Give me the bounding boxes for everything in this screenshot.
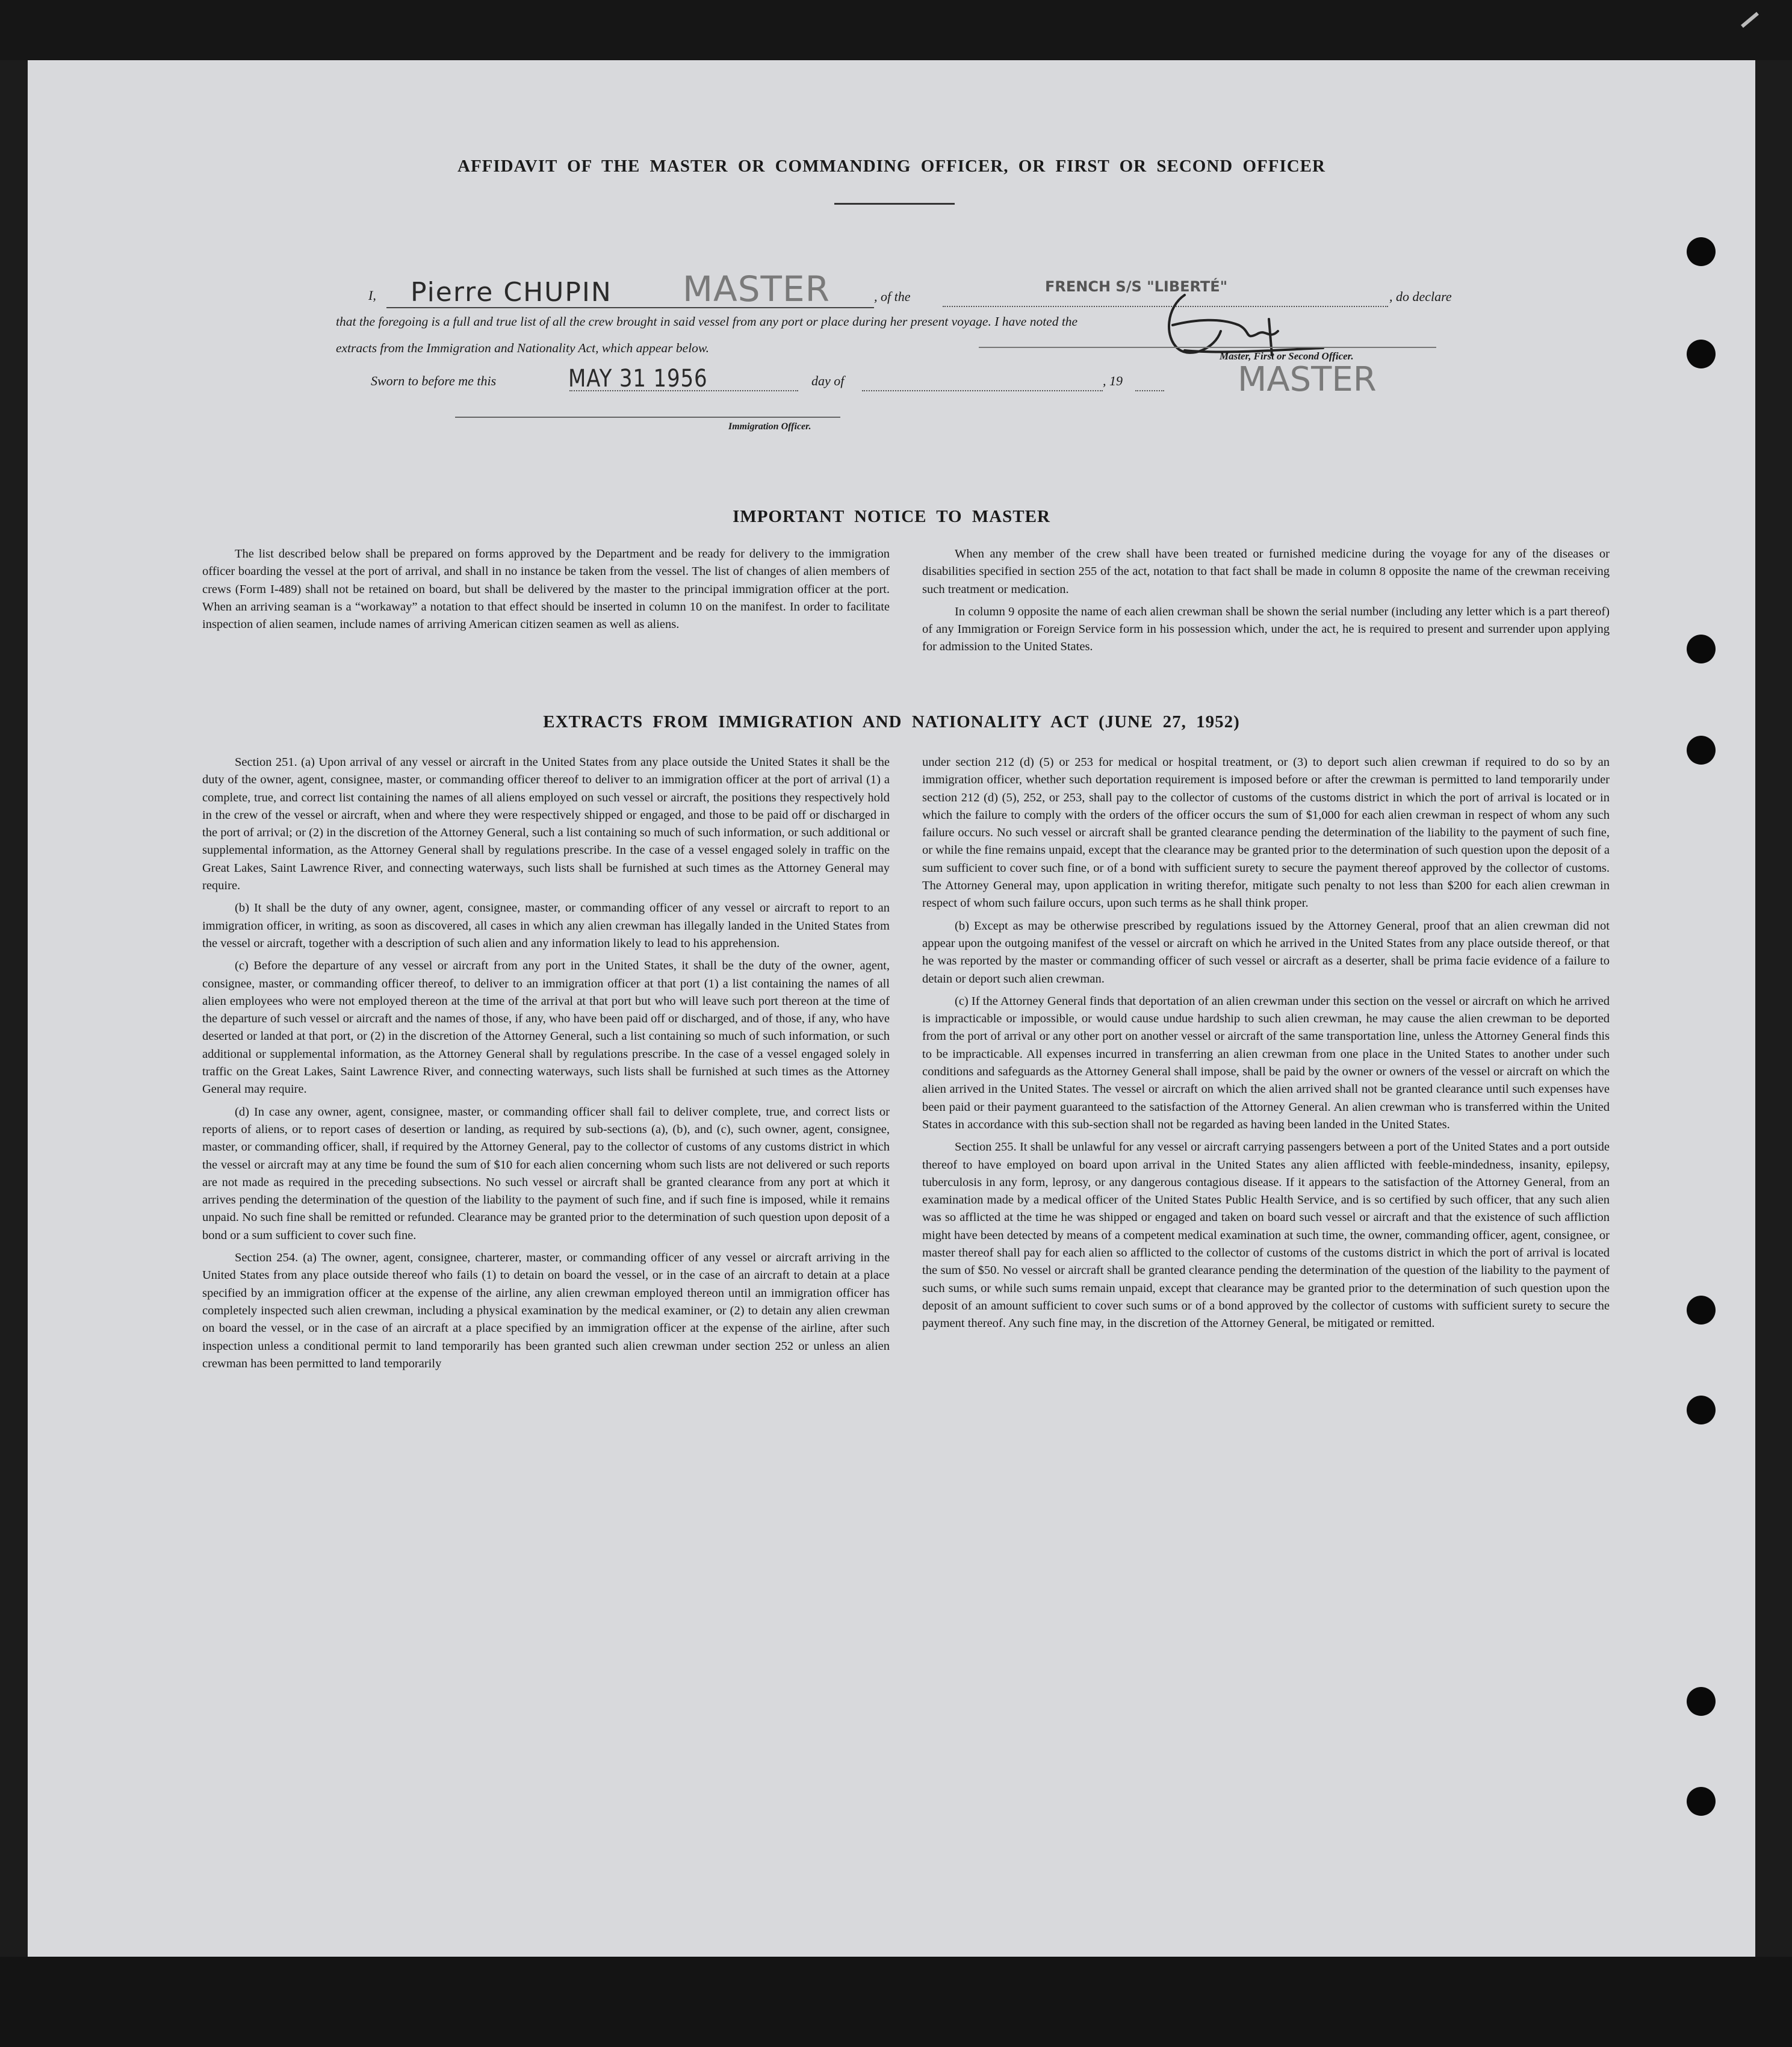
extracts-right-column [922, 754, 1610, 1338]
binder-hole [1687, 1787, 1716, 1816]
notice-right-column [922, 545, 1610, 661]
immigration-officer-line [455, 417, 840, 418]
signature-caption: Master, First or Second Officer. [1220, 350, 1354, 362]
scan-border-bottom [0, 1957, 1792, 2047]
declaration-line-2: extracts from the Immigration and Nationality Act, which appear below. [336, 341, 710, 355]
sworn-date-dotted-line [569, 390, 798, 391]
binder-hole [1687, 736, 1716, 765]
section-251-a: Section 251. (a) Upon arrival of any vessel or aircraft in the United States from any place outside the United States it shall be the duty of the owner, agent, consignee, master, or commanding officer thereof to deliver to an immigration officer at the port of arrival (1) a complete, true, and correct list containing the names of all aliens employed on such vessel or aircraft, the positions they respectively hold in the crew of the vessel or aircraft, when and where they were respectively shipped or engaged, and those to be paid off or discharged in the port of arrival; or (2) in the discretion of the Attorney General, such a list containing so much of such information, or such additional or supplemental information, as the Attorney General shall by regulations prescribe. In the case of a vessel engaged solely in traffic on the Great Lakes, Saint Lawrence River, and connecting waterways, such lists shall be furnished at such times as the Attorney General may require. [202, 756, 890, 893]
binder-hole [1687, 1687, 1716, 1716]
affidavit-title: AFFIDAVIT OF THE MASTER OR COMMANDING OFFICER, OR FIRST OR SECOND OFFICER [457, 157, 1325, 176]
section-255: Section 255. It shall be unlawful for any vessel or aircraft carrying passengers between a port of the United States and a port outside thereof to have employed on board upon arrival in the United States any alien afflicted with feeble-mindedness, insanity, epilepsy, tuberculosis in any form, leprosy, or any dangerous contagious disease. If it appears to the satisfaction of the Attorney General, from an examination made by a medical officer of the United States Public Health Service, and is so certified by such officer, that any such alien was so afflicted at the time he was shipped or engaged and taken on board such vessel or aircraft and that the existence of such affliction might have been detected by means of a competent medical examination at such time, the owner, commanding officer, agent, consignee, or master thereof shall pay for each alien so afflicted to the collector of customs of the customs district in which the port of arrival is located the sum of $50. No vessel or aircraft shall be granted clearance pending the determination of the question of the liability to the payment of such sums, or while such sums remain unpaid, except that clearance may be granted prior to the determination of such question upon the deposit of an amount sufficient to cover such sums or of a bond approved by the collector of customs with sufficient surety to secure the payment thereof. Any such fine may, in the discretion of the Attorney General, be mitigated or remitted. [922, 1140, 1610, 1331]
section-254-b: (b) Except as may be otherwise prescribed by regulations issued by the Attorney General, proof that an alien crewman did not appear upon the outgoing manifest of the vessel or aircraft on which he arrived in the United States from any place outside thereof, or that he was reported by the master or commanding officer of such vessel or aircraft as a deserter, shall be prima facie evidence of a failure to detain or deport such alien crewman. [922, 919, 1610, 986]
notice-left-paragraph: The list described below shall be prepared on forms approved by the Department and be ready for delivery to the immigration officer boarding the vessel at the port of arrival, and shall in no instance be taken from the vessel. The list of changes of alien members of crews (Form I-489) shall not be retained on board, but shall be delivered by the master to the principal immigration officer at the port. When an arriving seaman is a “workaway” a notation to that effect should be inserted in column 10 on the manifest. In order to facilitate inspection of alien seamen, include names of arriving American citizen seamen as well as aliens. [202, 547, 890, 632]
section-254-a-continued: under section 212 (d) (5) or 253 for medical or hospital treatment, or (3) to deport such alien crewman if required to do so by an immigration officer, whether such deportation requirement is imposed before or after the crewman is permitted to land temporarily under section 212 (d) (5), 252, or 253, shall pay to the collector of customs of the customs district in which the port of arrival is located or in which the failure to comply with the orders of the officer occurs the sum of $1,000 for each alien crewman in respect of whom any such failure occurs. No such vessel or aircraft shall be granted clearance pending the determination of the liability to the payment of such fine, or while the fine remains unpaid, except that the clearance may be granted prior to the determination of such question upon the deposit of a sum sufficient to cover such fine, or of a bond with sufficient surety to secure the payment thereof approved by the collector of customs. The Attorney General may, upon application in writing therefor, mitigate such penalty to not less than $200 for each alien crewman in respect of whom such failure occurs, upon such terms as he shall think proper. [922, 756, 1610, 910]
binder-hole [1687, 1296, 1716, 1325]
document-page [28, 60, 1755, 1957]
notice-right-paragraph-2: In column 9 opposite the name of each alien crewman shall be shown the serial number (including any letter which is a part thereof) of any Immigration or Foreign Service form in his possession which, under the act, he is required to present and surrender upon applying for admission to the United States. [922, 604, 1610, 654]
binder-hole [1687, 1396, 1716, 1424]
year-label: , 19 [1103, 373, 1123, 388]
name-underline [386, 307, 874, 308]
notice-left-column [202, 545, 890, 638]
master-name: Pierre CHUPIN [411, 277, 612, 308]
extracts-left-column [202, 754, 890, 1378]
title-divider [834, 203, 955, 205]
of-the-label: , of the [874, 289, 911, 304]
signature-master-stamp: MASTER [1238, 360, 1377, 399]
extracts-title: EXTRACTS FROM IMMIGRATION AND NATIONALITY ACT (JUNE 27, 1952) [543, 712, 1240, 732]
notice-title: IMPORTANT NOTICE TO MASTER [733, 507, 1050, 526]
immigration-officer-caption: Immigration Officer. [728, 421, 811, 432]
section-251-b: (b) It shall be the duty of any owner, agent, consignee, master, or commanding officer of any vessel or aircraft to report to an immigration officer, in writing, as soon as discovered, all cases in which any alien crewman has illegally landed in the United States from the vessel or aircraft, together with a description of such alien and any information likely to lead to his apprehension. [202, 901, 890, 950]
binder-hole [1687, 340, 1716, 368]
year-dotted-line [1135, 390, 1164, 391]
signature-line [979, 347, 1436, 348]
notice-right-paragraph-1: When any member of the crew shall have been treated or furnished medicine during the voyage for any of the diseases or disabilities specified in section 255 of the act, notation to that fact shall be made in column 8 opposite the name of the crewman receiving such treatment or medication. [922, 547, 1610, 596]
declaration-line-1: that the foregoing is a full and true list of all the crew brought in said vessel from any port or place during her present voyage. I have noted the [336, 314, 1078, 329]
sworn-date: MAY 31 1956 [568, 365, 708, 393]
binder-hole [1687, 635, 1716, 663]
sworn-label: Sworn to before me this [371, 373, 497, 388]
day-of-label: day of [811, 373, 845, 388]
day-of-dotted-line [862, 390, 1103, 391]
section-251-c: (c) Before the departure of any vessel or aircraft from any port in the United States, it shall be the duty of the owner, agent, consignee, master, or commanding officer thereof, to deliver to an immigration officer at that port (1) a list containing the names of all alien employees who were not employed thereon at the time of the arrival at that port but who will leave such port thereon at the time of the departure of such vessel or aircraft and the names of those, if any, who have been paid off or discharged, and of those, if any, who have deserted or landed at that port, or (2) in the discretion of the Attorney General, such a list containing so much of such information, or such additional or supplemental information, as the Attorney General shall by regulations prescribe. In the case of a vessel engaged solely in traffic on the Great Lakes, Saint Lawrence River, and connecting waterways, such lists shall be furnished at such times as the Attorney General may require. [202, 959, 890, 1096]
scan-border-top [0, 0, 1792, 60]
section-254-a: Section 254. (a) The owner, agent, consignee, charterer, master, or commanding officer of any vessel or aircraft arriving in the United States from any place outside thereof who fails (1) to detain on board the vessel, or in the case of an aircraft to detain at a place specified by an immigration officer at the expense of the airline, any alien crewman employed thereon until an immigration officer has completely inspected such alien crewman, including a physical examination by the medical examiner, or (2) to detain any alien crewman on board the vessel, or in the case of an aircraft at a place specified by an immigration officer at the expense of the airline, after such inspection unless a conditional permit to land temporarily has been granted such alien crewman under section 252 or unless an alien crewman has been permitted to land temporarily [202, 1251, 890, 1370]
binder-hole [1687, 237, 1716, 266]
section-254-c: (c) If the Attorney General finds that deportation of an alien crewman under this section on the vessel or aircraft on which he arrived is impracticable or impossible, or would cause undue hardship to such alien crewman, he may cause the alien crewman to be deported from the port of arrival or any other port on another vessel or aircraft of the same transportation line, unless the Attorney General finds this to be impracticable. All expenses incurred in transferring an alien crewman from one place in the United States to another under such conditions and safeguards as the Attorney General shall impose, shall be paid by the owner or owners of the vessel or aircraft on which the alien arrived in the United States. The vessel or aircraft on which the alien arrived shall not be granted clearance until such expenses have been paid or their payment guaranteed to the satisfaction of the Attorney General. An alien crewman who is transferred within the United States in accordance with this sub-section shall not be regarded as having been landed in the United States. [922, 994, 1610, 1131]
vessel-name: FRENCH S/S "LIBERTÉ" [1045, 278, 1228, 295]
section-251-d: (d) In case any owner, agent, consignee, master, or commanding officer shall fail to deliver complete, true, and correct lists or reports of aliens, or to report cases of desertion or landing, as required by sub-sections (a), (b), and (c), such owner, agent, consignee, master, or commanding officer, shall, if required by the Attorney General, pay to the collector of customs of any customs district in which the vessel or aircraft may at any time be found the sum of $10 for each alien concerning whom such lists are not delivered or such reports are not made as required in the preceding subsections. No such vessel or aircraft shall be granted clearance from any port at which it arrives pending the determination of the question of the liability to the payment of such fine, and if such fine is imposed, while it remains unpaid. No such fine shall be remitted or refunded. Clearance may be granted prior to the determination of such question upon deposit of a bond or a sum sufficient to cover such fine. [202, 1105, 890, 1242]
do-declare-label: , do declare [1389, 289, 1452, 304]
rank-stamp: MASTER [683, 269, 830, 309]
affidavit-prefix-i: I, [368, 288, 376, 303]
